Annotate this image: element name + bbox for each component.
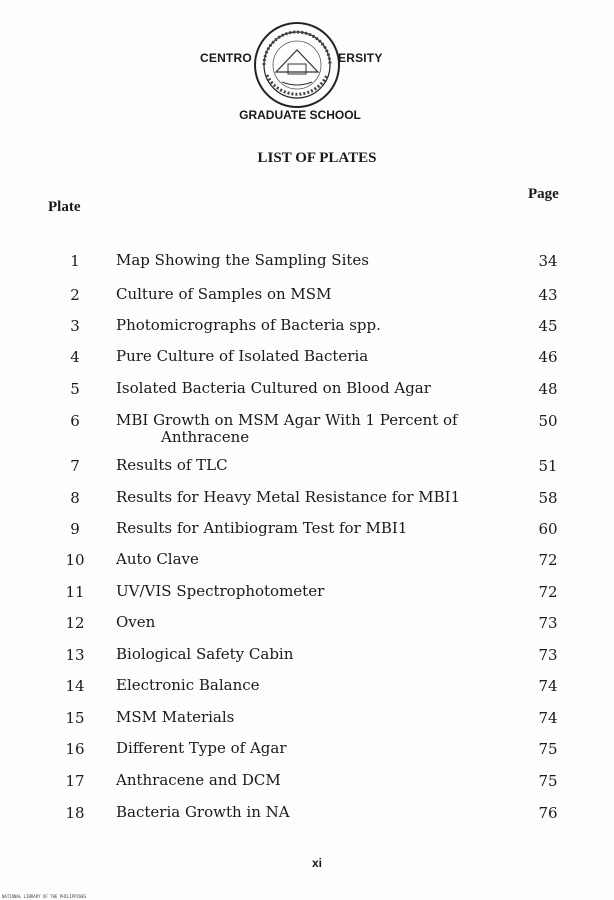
- plate-page: 51: [538, 457, 558, 475]
- plate-title: Anthracene and DCM: [116, 771, 281, 789]
- library-stamp: NATIONAL LIBRARY OF THE PHILIPPINES: [2, 894, 87, 899]
- page-title: LIST OF PLATES: [257, 150, 377, 166]
- column-header-plate: Plate: [48, 199, 81, 215]
- plate-page: 58: [538, 489, 558, 507]
- plate-number: 7: [70, 457, 80, 475]
- plate-number: 9: [70, 520, 80, 538]
- plate-number: 15: [65, 709, 85, 727]
- plate-page: 60: [538, 520, 558, 538]
- column-header-page: Page: [528, 186, 559, 202]
- plate-page: 75: [538, 740, 558, 758]
- plate-title: Auto Clave: [116, 550, 199, 568]
- plate-page: 46: [538, 348, 558, 366]
- plate-number: 13: [65, 646, 85, 664]
- plate-page: 34: [538, 252, 558, 270]
- plate-title-line2: Anthracene: [161, 428, 250, 446]
- plate-page: 75: [538, 772, 558, 790]
- plate-page: 48: [538, 380, 558, 398]
- plate-page: 74: [538, 709, 558, 727]
- plate-page: 74: [538, 677, 558, 695]
- plate-title: Pure Culture of Isolated Bacteria: [116, 347, 369, 365]
- plate-number: 17: [65, 772, 85, 790]
- plate-number: 12: [65, 614, 85, 632]
- university-seal-icon: [252, 20, 342, 110]
- plate-number: 6: [70, 412, 80, 430]
- plate-title: MSM Materials: [116, 708, 235, 726]
- plate-title: Bacteria Growth in NA: [116, 803, 290, 821]
- plate-page: 73: [538, 646, 558, 664]
- plate-page: 43: [538, 286, 558, 304]
- plate-title-line1: MBI Growth on MSM Agar With 1 Percent of: [116, 411, 458, 429]
- plate-number: 2: [70, 286, 80, 304]
- plate-title: Biological Safety Cabin: [116, 645, 294, 663]
- plate-title: Electronic Balance: [116, 676, 260, 694]
- plate-page: 50: [538, 412, 558, 430]
- plate-title: Isolated Bacteria Cultured on Blood Agar: [116, 379, 431, 397]
- plate-title: Results for Heavy Metal Resistance for MBI1: [116, 488, 461, 506]
- plate-title: Different Type of Agar: [116, 739, 287, 757]
- plate-page: 76: [538, 804, 558, 822]
- plate-title: Map Showing the Sampling Sites: [116, 251, 369, 269]
- university-name-left: CENTRO: [200, 51, 252, 65]
- plate-title: Results of TLC: [116, 456, 228, 474]
- plate-number: 4: [70, 348, 80, 366]
- plate-title: Oven: [116, 613, 156, 631]
- plate-title: Photomicrographs of Bacteria spp.: [116, 316, 381, 334]
- school-name: GRADUATE SCHOOL: [239, 108, 361, 122]
- plate-number: 8: [70, 489, 80, 507]
- plate-number: 11: [65, 583, 85, 601]
- plate-title: Results for Antibiogram Test for MBI1: [116, 519, 408, 537]
- plate-page: 73: [538, 614, 558, 632]
- plate-number: 16: [65, 740, 85, 758]
- plate-number: 10: [65, 551, 85, 569]
- plate-title: UV/VIS Spectrophotometer: [116, 582, 325, 600]
- plate-title: Culture of Samples on MSM: [116, 285, 332, 303]
- plate-number: 18: [65, 804, 85, 822]
- plate-number: 5: [70, 380, 80, 398]
- plate-page: 72: [538, 583, 558, 601]
- plate-number: 3: [70, 317, 80, 335]
- page-number: xi: [311, 856, 322, 870]
- university-name-right: ERSITY: [338, 51, 383, 65]
- plate-page: 72: [538, 551, 558, 569]
- plate-page: 45: [538, 317, 558, 335]
- plate-title: [116, 412, 516, 446]
- plate-number: 1: [70, 252, 80, 270]
- plate-number: 14: [65, 677, 85, 695]
